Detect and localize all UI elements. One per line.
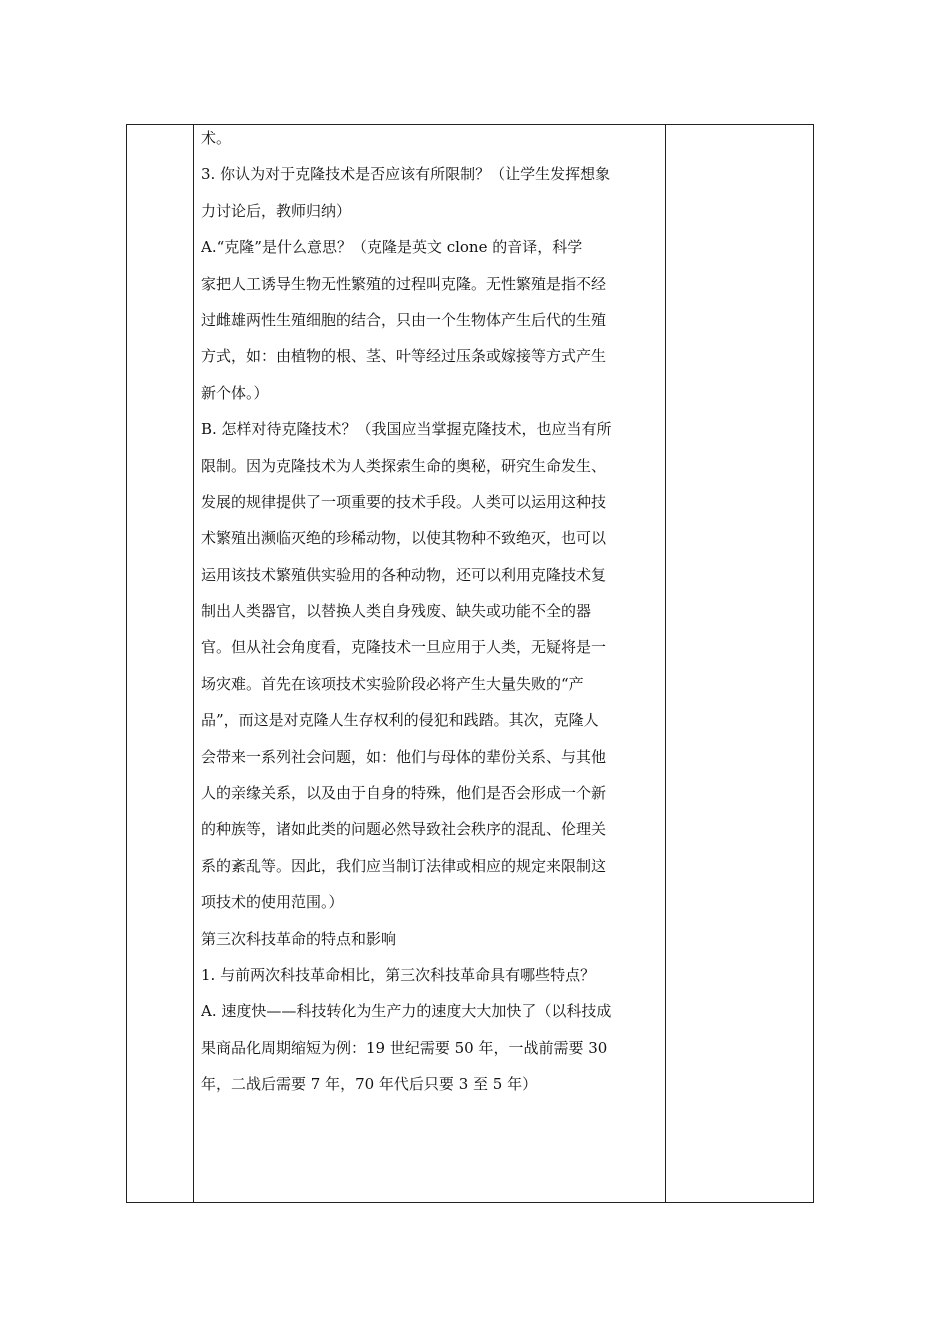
text-line: 项技术的使用范围。） [201, 893, 344, 912]
text-line: A. 速度快——科技转化为生产力的速度大大加快了（以科技成 [201, 1002, 612, 1021]
left-column-cell [127, 125, 193, 1202]
text-line: 限制。因为克隆技术为人类探索生命的奥秘，研究生命发生、 [201, 456, 607, 475]
text-line: 制出人类器官，以替换人类自身残废、缺失或功能不全的器 [201, 602, 592, 621]
notes-column-cell [666, 125, 813, 1202]
text-line: 力讨论后，教师归纳） [201, 201, 352, 220]
text-line: 品”，而这是对克隆人生存权利的侵犯和践踏。其次，克隆人 [201, 711, 599, 730]
lesson-content [201, 120, 659, 1103]
text-line: 官。但从社会角度看，克隆技术一旦应用于人类，无疑将是一 [201, 638, 607, 657]
text-line: 年，二战后需要 7 年，70 年代后只要 3 至 5 年） [201, 1075, 538, 1094]
text-line: B. 怎样对待克隆技术？（我国应当掌握克隆技术，也应当有所 [201, 420, 612, 439]
text-line: 3. 你认为对于克隆技术是否应该有所限制？（让学生发挥想象 [201, 165, 611, 184]
text-line: 会带来一系列社会问题，如：他们与母体的辈份关系、与其他 [201, 747, 607, 766]
text-line: 术。 [201, 129, 232, 147]
text-line: 家把人工诱导生物无性繁殖的过程叫克隆。无性繁殖是指不经 [201, 274, 607, 293]
text-line: 新个体。） [201, 383, 269, 402]
text-line: 术繁殖出濒临灭绝的珍稀动物，以使其物种不致绝灭，也可以 [201, 529, 607, 548]
text-line: 发展的规律提供了一项重要的技术手段。人类可以运用这种技 [201, 492, 607, 511]
text-line: 系的紊乱等。因此，我们应当制订法律或相应的规定来限制这 [201, 856, 607, 875]
section-heading: 第三次科技革命的特点和影响 [201, 929, 397, 948]
text-line: 人的亲缘关系，以及由于自身的特殊，他们是否会形成一个新 [201, 784, 607, 803]
text-line: 方式，如：由植物的根、茎、叶等经过压条或嫁接等方式产生 [201, 347, 607, 366]
text-line: 运用该技术繁殖供实验用的各种动物，还可以利用克隆技术复 [201, 565, 607, 584]
text-line: 的种族等，诸如此类的问题必然导致社会秩序的混乱、伦理关 [201, 820, 607, 839]
text-line: 过雌雄两性生殖细胞的结合，只由一个生物体产生后代的生殖 [201, 310, 607, 329]
text-line: 果商品化周期缩短为例：19 世纪需要 50 年，一战前需要 30 [201, 1038, 608, 1057]
text-line: 1. 与前两次科技革命相比，第三次科技革命具有哪些特点？ [201, 965, 596, 984]
column-divider-left [193, 125, 194, 1202]
text-line: 场灾难。首先在该项技术实验阶段必将产生大量失败的“产 [201, 674, 584, 693]
text-line: A.“克隆”是什么意思？（克隆是英文 clone 的音译，科学 [201, 238, 583, 257]
